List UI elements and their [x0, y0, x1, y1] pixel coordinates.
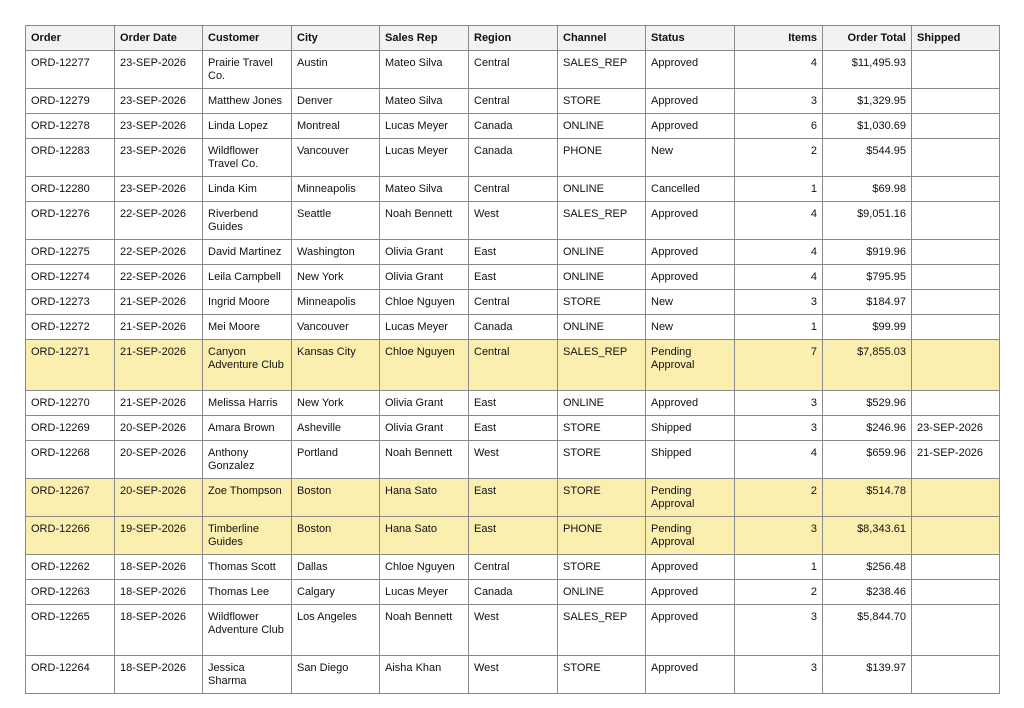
cell-sales-rep: Hana Sato	[380, 517, 469, 555]
cell-status: Approved	[646, 51, 735, 89]
cell-sales-rep: Mateo Silva	[380, 177, 469, 202]
table-row	[26, 416, 1000, 441]
cell-shipped	[912, 202, 1000, 240]
cell-order-total: $99.99	[823, 315, 912, 340]
cell-order: ORD-12268	[26, 441, 115, 479]
cell-sales-rep: Noah Bennett	[380, 202, 469, 240]
cell-customer: Zoe Thompson	[203, 479, 292, 517]
cell-status: Approved	[646, 580, 735, 605]
cell-order-date: 23-SEP-2026	[115, 177, 203, 202]
cell-region: East	[469, 517, 558, 555]
cell-order: ORD-12269	[26, 416, 115, 441]
cell-order-total: $514.78	[823, 479, 912, 517]
cell-order-total: $919.96	[823, 240, 912, 265]
table-row	[26, 139, 1000, 177]
table-row	[26, 177, 1000, 202]
col-header-customer: Customer	[203, 26, 292, 51]
cell-customer: Linda Lopez	[203, 114, 292, 139]
cell-region: Central	[469, 177, 558, 202]
cell-items: 7	[735, 340, 823, 391]
cell-order-date: 22-SEP-2026	[115, 240, 203, 265]
table-row	[26, 51, 1000, 89]
cell-customer: Canyon Adventure Club	[203, 340, 292, 391]
cell-channel: PHONE	[558, 517, 646, 555]
cell-order: ORD-12277	[26, 51, 115, 89]
cell-sales-rep: Olivia Grant	[380, 240, 469, 265]
cell-items: 4	[735, 51, 823, 89]
cell-shipped	[912, 580, 1000, 605]
table-row	[26, 114, 1000, 139]
cell-order: ORD-12274	[26, 265, 115, 290]
cell-city: Portland	[292, 441, 380, 479]
cell-order: ORD-12279	[26, 89, 115, 114]
cell-city: Boston	[292, 479, 380, 517]
cell-channel: ONLINE	[558, 391, 646, 416]
cell-region: East	[469, 391, 558, 416]
table-row	[26, 265, 1000, 290]
cell-order: ORD-12263	[26, 580, 115, 605]
table-row	[26, 89, 1000, 114]
cell-sales-rep: Aisha Khan	[380, 656, 469, 694]
cell-order-date: 18-SEP-2026	[115, 656, 203, 694]
table-row	[26, 580, 1000, 605]
cell-status: Approved	[646, 89, 735, 114]
cell-order-date: 20-SEP-2026	[115, 441, 203, 479]
cell-order-date: 21-SEP-2026	[115, 290, 203, 315]
cell-customer: Wildflower Adventure Club	[203, 605, 292, 656]
cell-status: New	[646, 139, 735, 177]
cell-order: ORD-12272	[26, 315, 115, 340]
cell-city: Boston	[292, 517, 380, 555]
cell-customer: Wildflower Travel Co.	[203, 139, 292, 177]
col-header-status: Status	[646, 26, 735, 51]
cell-order-date: 23-SEP-2026	[115, 114, 203, 139]
cell-channel: STORE	[558, 479, 646, 517]
col-header-channel: Channel	[558, 26, 646, 51]
col-header-shipped: Shipped	[912, 26, 1000, 51]
cell-shipped	[912, 656, 1000, 694]
cell-order-total: $795.95	[823, 265, 912, 290]
cell-city: Minneapolis	[292, 177, 380, 202]
cell-region: East	[469, 416, 558, 441]
cell-city: New York	[292, 265, 380, 290]
cell-order-total: $659.96	[823, 441, 912, 479]
table-row	[26, 391, 1000, 416]
cell-order-date: 21-SEP-2026	[115, 340, 203, 391]
cell-status: Shipped	[646, 416, 735, 441]
cell-order-date: 23-SEP-2026	[115, 51, 203, 89]
cell-items: 4	[735, 202, 823, 240]
orders-table	[25, 25, 1000, 694]
cell-sales-rep: Noah Bennett	[380, 605, 469, 656]
cell-customer: Melissa Harris	[203, 391, 292, 416]
cell-status: Approved	[646, 605, 735, 656]
cell-shipped	[912, 114, 1000, 139]
cell-items: 1	[735, 177, 823, 202]
cell-order-total: $8,343.61	[823, 517, 912, 555]
cell-shipped	[912, 177, 1000, 202]
cell-items: 3	[735, 517, 823, 555]
cell-order-date: 20-SEP-2026	[115, 416, 203, 441]
cell-city: Vancouver	[292, 139, 380, 177]
cell-status: Cancelled	[646, 177, 735, 202]
cell-channel: STORE	[558, 555, 646, 580]
cell-items: 3	[735, 290, 823, 315]
cell-order: ORD-12267	[26, 479, 115, 517]
cell-shipped: 21-SEP-2026	[912, 441, 1000, 479]
cell-status: Approved	[646, 202, 735, 240]
cell-channel: ONLINE	[558, 114, 646, 139]
cell-city: Calgary	[292, 580, 380, 605]
cell-region: East	[469, 479, 558, 517]
col-header-city: City	[292, 26, 380, 51]
cell-region: East	[469, 240, 558, 265]
cell-region: West	[469, 656, 558, 694]
cell-order: ORD-12270	[26, 391, 115, 416]
cell-sales-rep: Noah Bennett	[380, 441, 469, 479]
col-header-order-total: Order Total	[823, 26, 912, 51]
cell-region: Central	[469, 290, 558, 315]
cell-status: Shipped	[646, 441, 735, 479]
cell-order: ORD-12275	[26, 240, 115, 265]
table-row	[26, 202, 1000, 240]
cell-items: 6	[735, 114, 823, 139]
cell-customer: Anthony Gonzalez	[203, 441, 292, 479]
cell-shipped	[912, 89, 1000, 114]
cell-channel: STORE	[558, 416, 646, 441]
cell-sales-rep: Olivia Grant	[380, 416, 469, 441]
cell-channel: STORE	[558, 290, 646, 315]
cell-items: 1	[735, 555, 823, 580]
cell-order-total: $11,495.93	[823, 51, 912, 89]
cell-sales-rep: Mateo Silva	[380, 51, 469, 89]
table-row	[26, 555, 1000, 580]
cell-customer: Timberline Guides	[203, 517, 292, 555]
cell-city: San Diego	[292, 656, 380, 694]
table-row	[26, 441, 1000, 479]
cell-region: West	[469, 202, 558, 240]
cell-order: ORD-12265	[26, 605, 115, 656]
cell-shipped	[912, 51, 1000, 89]
cell-sales-rep: Hana Sato	[380, 479, 469, 517]
cell-order: ORD-12266	[26, 517, 115, 555]
cell-region: East	[469, 265, 558, 290]
cell-items: 1	[735, 315, 823, 340]
cell-channel: STORE	[558, 441, 646, 479]
cell-channel: ONLINE	[558, 265, 646, 290]
cell-region: Canada	[469, 315, 558, 340]
cell-status: Pending Approval	[646, 517, 735, 555]
table-row	[26, 340, 1000, 391]
cell-city: Dallas	[292, 555, 380, 580]
cell-status: New	[646, 315, 735, 340]
cell-order: ORD-12276	[26, 202, 115, 240]
cell-order-date: 19-SEP-2026	[115, 517, 203, 555]
cell-customer: Ingrid Moore	[203, 290, 292, 315]
cell-shipped	[912, 605, 1000, 656]
cell-city: Los Angeles	[292, 605, 380, 656]
cell-items: 3	[735, 416, 823, 441]
cell-channel: PHONE	[558, 139, 646, 177]
cell-city: Asheville	[292, 416, 380, 441]
table-row	[26, 315, 1000, 340]
cell-channel: ONLINE	[558, 240, 646, 265]
cell-region: Central	[469, 340, 558, 391]
col-header-order: Order	[26, 26, 115, 51]
cell-channel: SALES_REP	[558, 340, 646, 391]
cell-status: Approved	[646, 656, 735, 694]
cell-channel: STORE	[558, 656, 646, 694]
table-row	[26, 656, 1000, 694]
cell-items: 2	[735, 139, 823, 177]
cell-order-total: $544.95	[823, 139, 912, 177]
cell-order-total: $529.96	[823, 391, 912, 416]
cell-order-date: 22-SEP-2026	[115, 265, 203, 290]
cell-items: 4	[735, 240, 823, 265]
cell-order-total: $256.48	[823, 555, 912, 580]
cell-order-date: 18-SEP-2026	[115, 580, 203, 605]
cell-status: Approved	[646, 265, 735, 290]
cell-order-date: 18-SEP-2026	[115, 555, 203, 580]
cell-city: New York	[292, 391, 380, 416]
cell-items: 4	[735, 265, 823, 290]
cell-order-total: $69.98	[823, 177, 912, 202]
cell-items: 3	[735, 391, 823, 416]
col-header-region: Region	[469, 26, 558, 51]
cell-order-date: 18-SEP-2026	[115, 605, 203, 656]
cell-shipped	[912, 517, 1000, 555]
cell-customer: Jessica Sharma	[203, 656, 292, 694]
cell-sales-rep: Lucas Meyer	[380, 580, 469, 605]
col-header-order-date: Order Date	[115, 26, 203, 51]
cell-shipped	[912, 479, 1000, 517]
header-row	[26, 26, 1000, 51]
cell-order-total: $184.97	[823, 290, 912, 315]
cell-region: West	[469, 605, 558, 656]
cell-shipped	[912, 340, 1000, 391]
cell-order: ORD-12280	[26, 177, 115, 202]
cell-customer: Thomas Lee	[203, 580, 292, 605]
cell-items: 2	[735, 580, 823, 605]
cell-status: Pending Approval	[646, 479, 735, 517]
cell-order-date: 23-SEP-2026	[115, 139, 203, 177]
cell-sales-rep: Lucas Meyer	[380, 315, 469, 340]
cell-items: 4	[735, 441, 823, 479]
cell-region: Canada	[469, 580, 558, 605]
cell-city: Washington	[292, 240, 380, 265]
cell-order-date: 23-SEP-2026	[115, 89, 203, 114]
cell-city: Austin	[292, 51, 380, 89]
col-header-items: Items	[735, 26, 823, 51]
cell-shipped	[912, 391, 1000, 416]
cell-city: Minneapolis	[292, 290, 380, 315]
cell-order-total: $7,855.03	[823, 340, 912, 391]
cell-city: Kansas City	[292, 340, 380, 391]
cell-sales-rep: Olivia Grant	[380, 265, 469, 290]
cell-order-date: 20-SEP-2026	[115, 479, 203, 517]
cell-region: Canada	[469, 139, 558, 177]
cell-customer: Linda Kim	[203, 177, 292, 202]
cell-customer: Thomas Scott	[203, 555, 292, 580]
cell-shipped	[912, 265, 1000, 290]
cell-customer: Mei Moore	[203, 315, 292, 340]
cell-sales-rep: Lucas Meyer	[380, 139, 469, 177]
cell-order-total: $1,329.95	[823, 89, 912, 114]
table-row	[26, 240, 1000, 265]
cell-status: Approved	[646, 114, 735, 139]
cell-sales-rep: Olivia Grant	[380, 391, 469, 416]
cell-shipped	[912, 139, 1000, 177]
cell-customer: Matthew Jones	[203, 89, 292, 114]
table-body	[26, 51, 1000, 694]
cell-order: ORD-12278	[26, 114, 115, 139]
cell-region: Central	[469, 51, 558, 89]
cell-sales-rep: Chloe Nguyen	[380, 290, 469, 315]
cell-status: Pending Approval	[646, 340, 735, 391]
cell-city: Vancouver	[292, 315, 380, 340]
cell-items: 2	[735, 479, 823, 517]
cell-city: Denver	[292, 89, 380, 114]
cell-shipped	[912, 555, 1000, 580]
col-header-sales-rep: Sales Rep	[380, 26, 469, 51]
cell-order-total: $9,051.16	[823, 202, 912, 240]
cell-order: ORD-12283	[26, 139, 115, 177]
cell-order-date: 22-SEP-2026	[115, 202, 203, 240]
cell-order: ORD-12264	[26, 656, 115, 694]
cell-status: Approved	[646, 240, 735, 265]
cell-sales-rep: Chloe Nguyen	[380, 555, 469, 580]
cell-customer: David Martinez	[203, 240, 292, 265]
cell-customer: Riverbend Guides	[203, 202, 292, 240]
cell-order-total: $1,030.69	[823, 114, 912, 139]
cell-order-total: $238.46	[823, 580, 912, 605]
cell-items: 3	[735, 656, 823, 694]
cell-status: Approved	[646, 555, 735, 580]
cell-order-total: $5,844.70	[823, 605, 912, 656]
cell-region: West	[469, 441, 558, 479]
cell-channel: STORE	[558, 89, 646, 114]
cell-shipped	[912, 290, 1000, 315]
cell-sales-rep: Lucas Meyer	[380, 114, 469, 139]
cell-channel: SALES_REP	[558, 202, 646, 240]
cell-channel: SALES_REP	[558, 605, 646, 656]
cell-status: Approved	[646, 391, 735, 416]
cell-sales-rep: Chloe Nguyen	[380, 340, 469, 391]
cell-city: Seattle	[292, 202, 380, 240]
cell-shipped: 23-SEP-2026	[912, 416, 1000, 441]
cell-status: New	[646, 290, 735, 315]
cell-order: ORD-12273	[26, 290, 115, 315]
cell-customer: Prairie Travel Co.	[203, 51, 292, 89]
cell-region: Central	[469, 89, 558, 114]
cell-channel: ONLINE	[558, 177, 646, 202]
cell-shipped	[912, 240, 1000, 265]
cell-order-date: 21-SEP-2026	[115, 315, 203, 340]
cell-order: ORD-12271	[26, 340, 115, 391]
cell-order-date: 21-SEP-2026	[115, 391, 203, 416]
cell-sales-rep: Mateo Silva	[380, 89, 469, 114]
table-row	[26, 517, 1000, 555]
cell-order: ORD-12262	[26, 555, 115, 580]
cell-city: Montreal	[292, 114, 380, 139]
cell-order-total: $139.97	[823, 656, 912, 694]
cell-shipped	[912, 315, 1000, 340]
table-row	[26, 479, 1000, 517]
cell-items: 3	[735, 89, 823, 114]
cell-region: Central	[469, 555, 558, 580]
cell-customer: Leila Campbell	[203, 265, 292, 290]
cell-items: 3	[735, 605, 823, 656]
cell-customer: Amara Brown	[203, 416, 292, 441]
table-row	[26, 290, 1000, 315]
cell-order-total: $246.96	[823, 416, 912, 441]
cell-region: Canada	[469, 114, 558, 139]
table-row	[26, 605, 1000, 656]
cell-channel: ONLINE	[558, 580, 646, 605]
cell-channel: SALES_REP	[558, 51, 646, 89]
cell-channel: ONLINE	[558, 315, 646, 340]
